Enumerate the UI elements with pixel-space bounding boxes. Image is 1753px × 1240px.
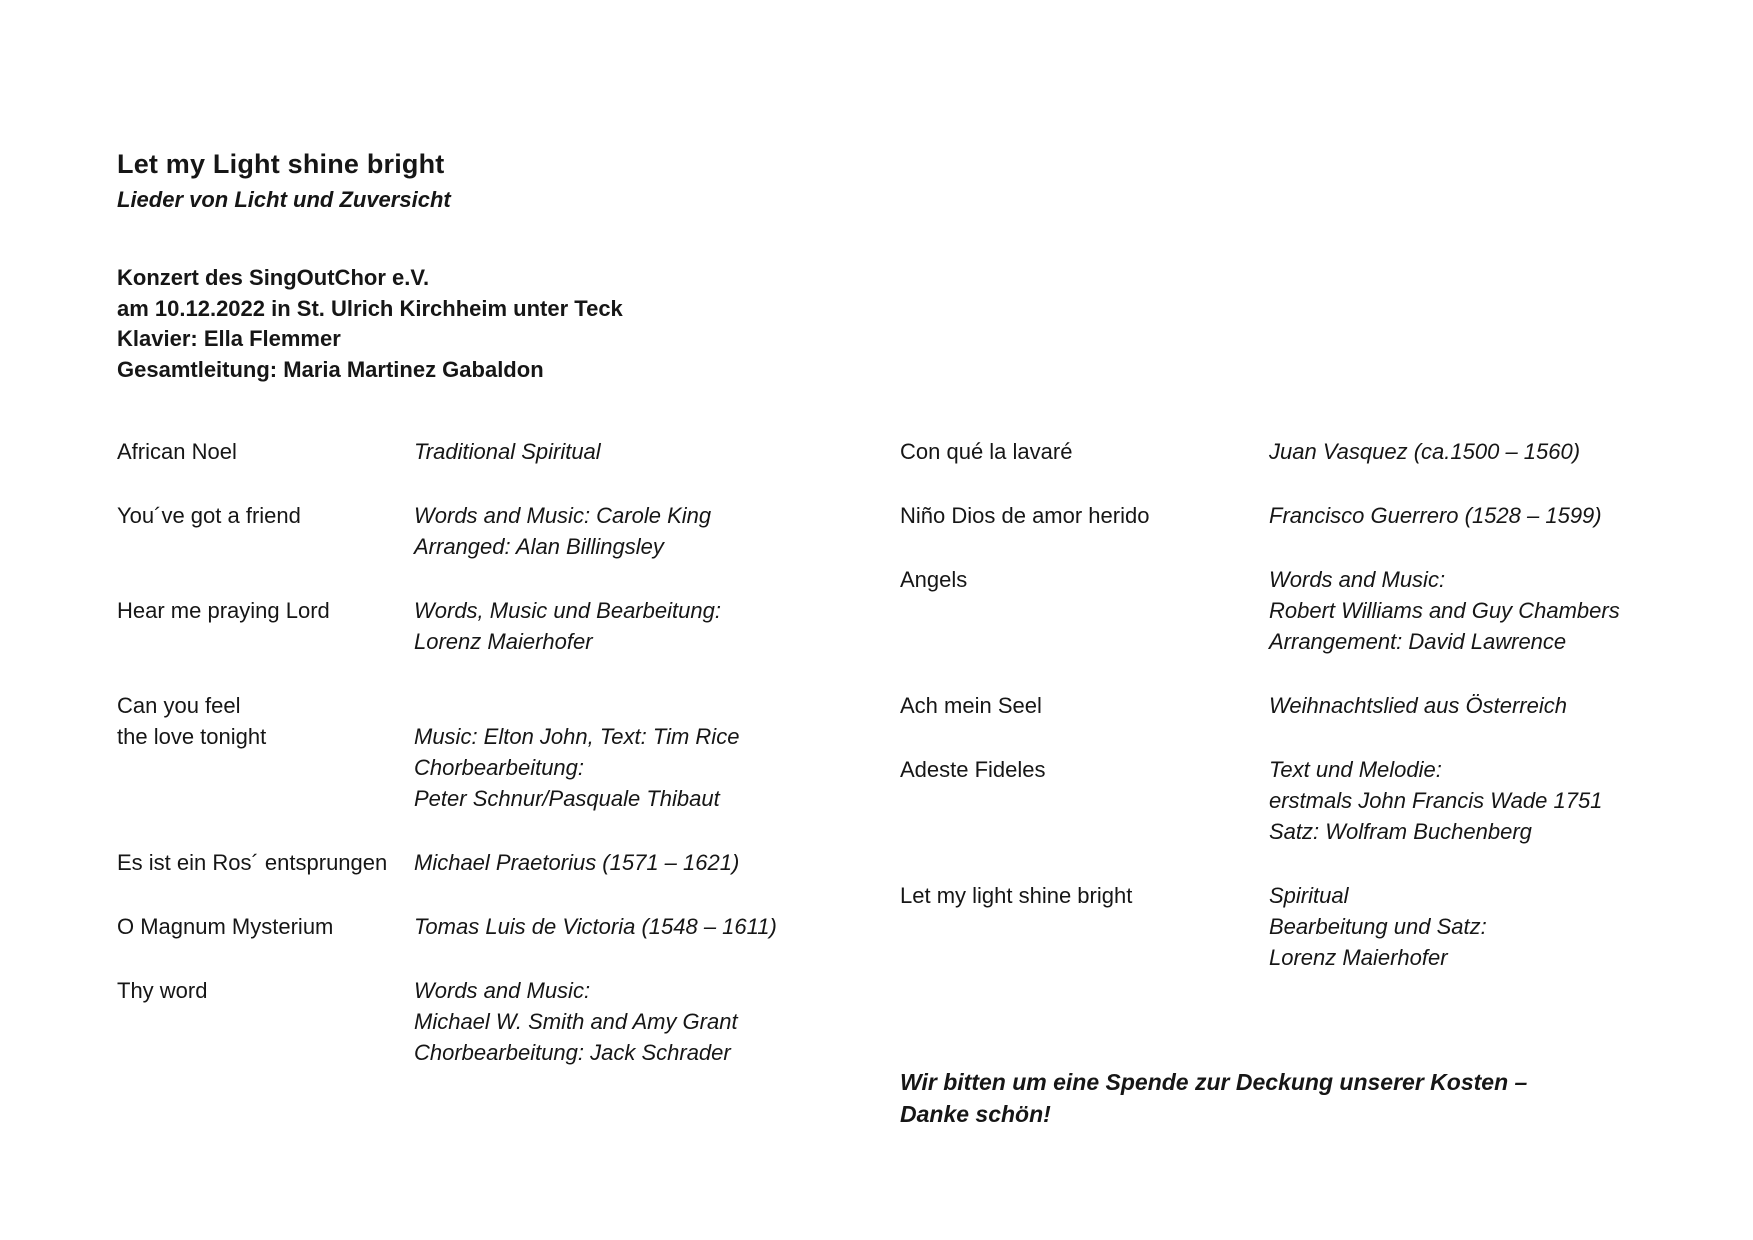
program-columns (117, 436, 1713, 1130)
song-title (117, 847, 414, 878)
song-attribution-line: Tomas Luis de Victoria (1548 – 1611) (414, 914, 777, 939)
song-title (900, 500, 1269, 531)
program-entry (900, 500, 1713, 531)
song-attribution-line: Peter Schnur/Pasquale Thibaut (414, 786, 720, 811)
program-column-left (117, 436, 900, 1130)
donation-note (900, 1066, 1540, 1130)
song-attribution-line: Chorbearbeitung: Jack Schrader (414, 1040, 731, 1065)
song-title (117, 690, 414, 814)
song-attribution (414, 911, 900, 942)
song-attribution-line: Weihnachtslied aus Österreich (1269, 693, 1567, 718)
page-subtitle: Lieder von Licht und Zuversicht (117, 187, 451, 212)
song-title-line: Es ist ein Ros´ entsprungen (117, 850, 388, 875)
song-attribution-line: Words and Music: Carole King (414, 503, 712, 528)
song-attribution-line: Lorenz Maierhofer (1269, 945, 1448, 970)
page-title: Let my Light shine bright (117, 149, 445, 179)
song-title (117, 975, 414, 1068)
song-attribution (1269, 436, 1713, 467)
program-entry (900, 564, 1713, 657)
song-attribution-line: Words and Music: (1269, 567, 1446, 592)
program-entry (117, 595, 900, 657)
program-entry (117, 436, 900, 467)
donation-note-line: Danke schön! (900, 1101, 1051, 1127)
program-entry (900, 690, 1713, 721)
song-attribution-line: Juan Vasquez (ca.1500 – 1560) (1269, 439, 1581, 464)
song-attribution-line: Arranged: Alan Billingsley (414, 534, 664, 559)
song-attribution-line: Spiritual (1269, 883, 1349, 908)
song-title-line: You´ve got a friend (117, 503, 301, 528)
song-attribution (1269, 880, 1713, 973)
song-attribution (414, 690, 900, 814)
song-title-line: Adeste Fideles (900, 757, 1046, 782)
song-attribution-line: Bearbeitung und Satz: (1269, 914, 1487, 939)
program-entry (117, 975, 900, 1068)
program-entry (117, 500, 900, 562)
song-attribution-line: Words and Music: (414, 978, 591, 1003)
song-attribution (414, 436, 900, 467)
song-title-line: Con qué la lavaré (900, 439, 1073, 464)
song-title-line: Niño Dios de amor herido (900, 503, 1150, 528)
song-attribution-line: Music: Elton John, Text: Tim Rice (414, 724, 740, 749)
song-attribution (414, 500, 900, 562)
song-title-line: Let my light shine bright (900, 883, 1133, 908)
song-attribution (1269, 754, 1713, 847)
song-attribution (1269, 690, 1713, 721)
song-attribution-line: Francisco Guerrero (1528 – 1599) (1269, 503, 1602, 528)
song-attribution-line: Words, Music und Bearbeitung: (414, 598, 721, 623)
song-title-line: Thy word (117, 978, 208, 1003)
song-attribution (414, 847, 900, 878)
program-column-right (900, 436, 1713, 1130)
concert-info-line: Konzert des SingOutChor e.V. (117, 265, 430, 290)
song-attribution-line: Satz: Wolfram Buchenberg (1269, 819, 1532, 844)
donation-note-line: Wir bitten um eine Spende zur Deckung unserer Kosten – (900, 1069, 1528, 1095)
song-attribution-line: Lorenz Maierhofer (414, 629, 593, 654)
song-title-line: Angels (900, 567, 968, 592)
song-title-line: Ach mein Seel (900, 693, 1042, 718)
song-title (900, 690, 1269, 721)
song-attribution-line: Robert Williams and Guy Chambers (1269, 598, 1620, 623)
program-entry (900, 880, 1713, 973)
song-attribution (1269, 500, 1713, 531)
song-title (900, 564, 1269, 657)
song-attribution-line: Traditional Spiritual (414, 439, 601, 464)
concert-info-line: Klavier: Ella Flemmer (117, 326, 341, 351)
song-attribution (1269, 564, 1713, 657)
song-attribution-line: erstmals John Francis Wade 1751 (1269, 788, 1603, 813)
program-entry (900, 436, 1713, 467)
song-title (117, 500, 414, 562)
song-title (900, 754, 1269, 847)
song-attribution-line: Michael W. Smith and Amy Grant (414, 1009, 738, 1034)
song-title-line: Can you feel (117, 693, 241, 718)
song-title (900, 880, 1269, 973)
song-title-line: African Noel (117, 439, 237, 464)
song-attribution-line: Text und Melodie: (1269, 757, 1442, 782)
song-title (117, 436, 414, 467)
song-title (117, 911, 414, 942)
song-attribution-line: Arrangement: David Lawrence (1269, 629, 1567, 654)
song-title-line: O Magnum Mysterium (117, 914, 334, 939)
concert-info-line: Gesamtleitung: Maria Martinez Gabaldon (117, 356, 544, 382)
song-attribution (414, 595, 900, 657)
song-attribution-line (414, 690, 900, 721)
program-entry (900, 754, 1713, 847)
song-title-line: Hear me praying Lord (117, 598, 330, 623)
song-title (117, 595, 414, 657)
song-title-line: the love tonight (117, 724, 267, 749)
program-entry (117, 847, 900, 878)
song-title (900, 436, 1269, 467)
concert-info (117, 263, 1713, 385)
program-entry (117, 911, 900, 942)
song-attribution-line: Michael Praetorius (1571 – 1621) (414, 850, 740, 875)
concert-info-line: am 10.12.2022 in St. Ulrich Kirchheim unter Teck (117, 295, 623, 321)
song-attribution-line: Chorbearbeitung: (414, 755, 585, 780)
song-attribution (414, 975, 900, 1068)
program-entry (117, 690, 900, 814)
